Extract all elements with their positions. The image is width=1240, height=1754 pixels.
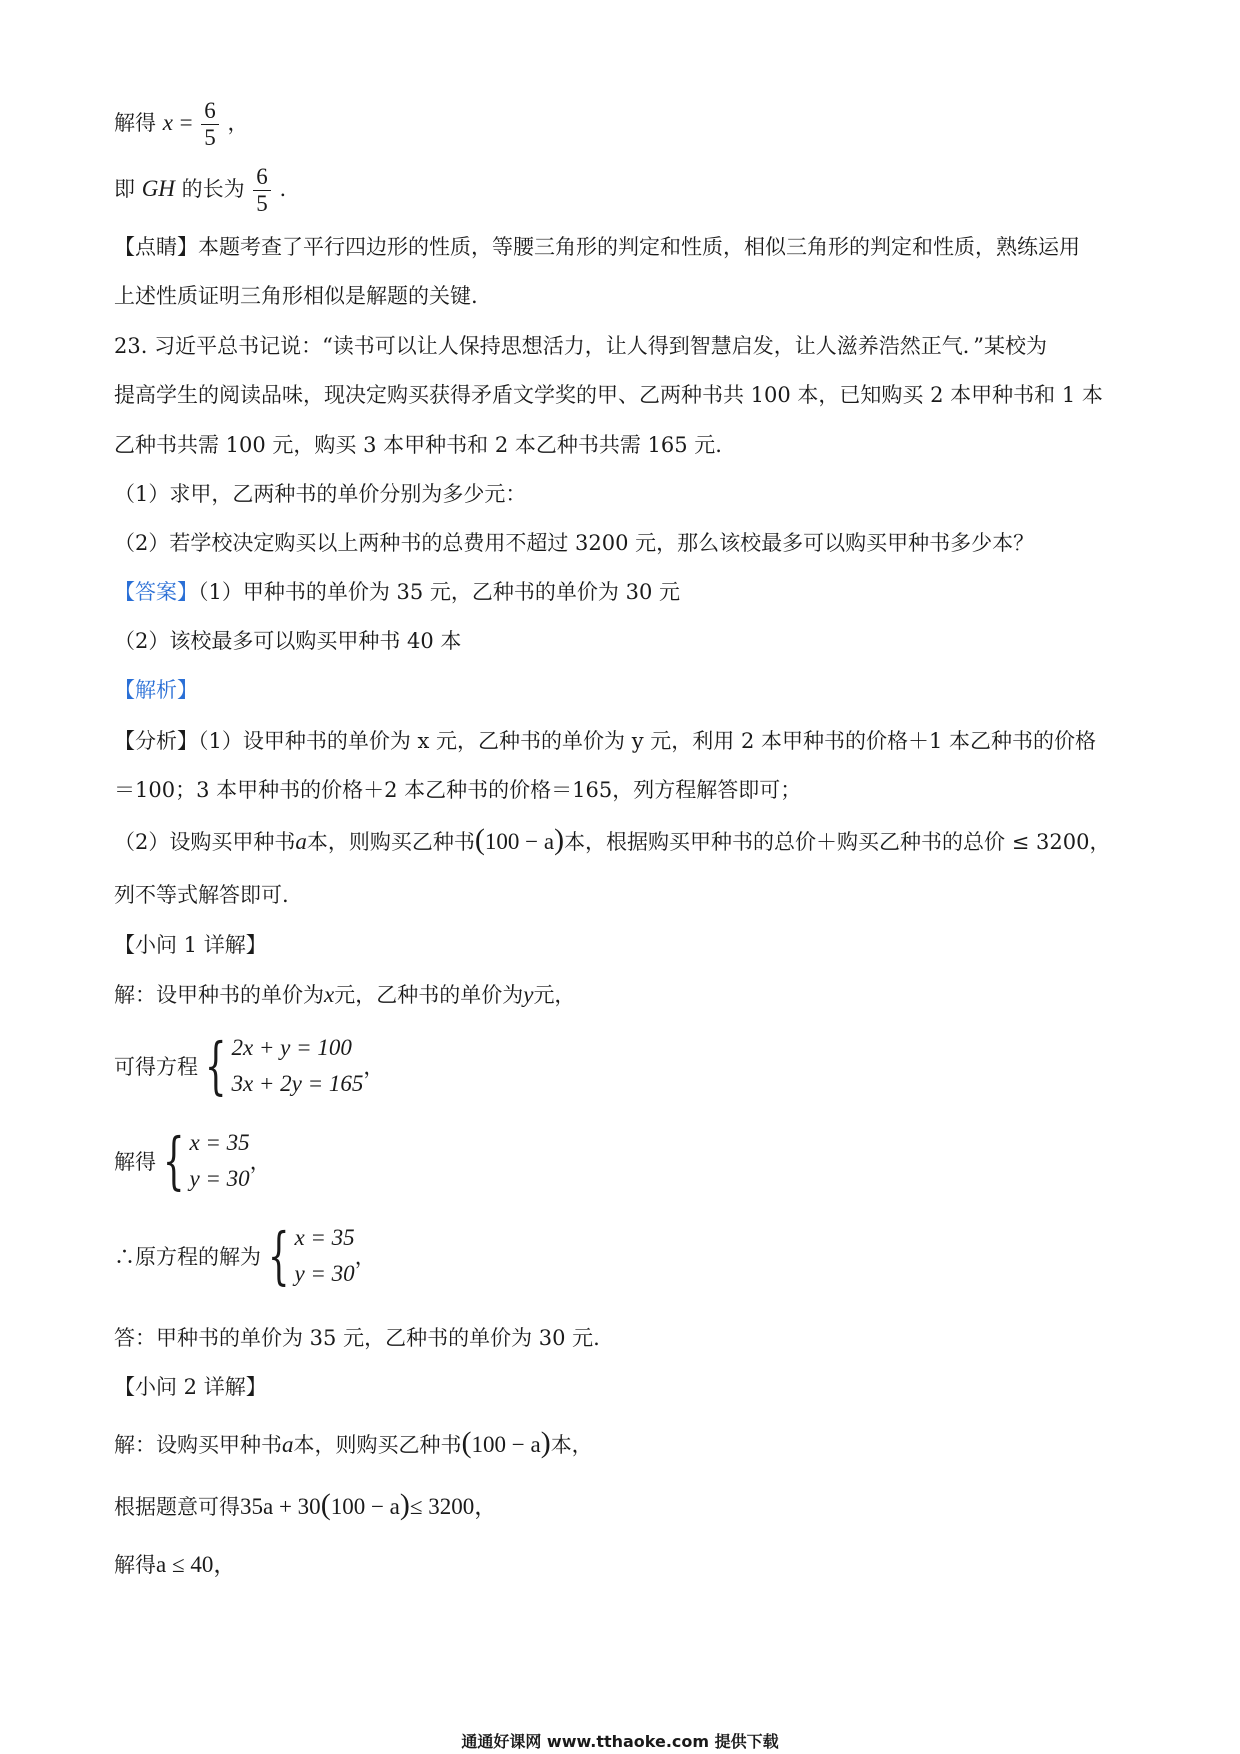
text: （1）甲种书的单价为 35 元，乙种书的单价为 30 元 (198, 580, 681, 604)
question-23-sub-2: （2）若学校决定购买以上两种书的总费用不超过 3200 元，那么该校最多可以购买甲种书多少本？ (114, 531, 1035, 555)
equations (231, 1030, 363, 1102)
system-solution-1 (114, 1125, 271, 1197)
paren-close: ) (554, 823, 565, 856)
var-x: x (324, 982, 335, 1007)
solution-2-line-1 (114, 1428, 593, 1460)
left-brace: { (204, 1029, 227, 1102)
expr: 100 − a (471, 1432, 541, 1457)
text: 元，乙种书的单价为 (334, 983, 524, 1007)
paren-open: ( (474, 823, 485, 856)
system-solution-2 (114, 1220, 376, 1292)
left-brace: { (162, 1124, 185, 1197)
text: ≤ 3200， (409, 1494, 498, 1519)
equations (189, 1125, 249, 1197)
text: 本， (550, 1433, 593, 1457)
expr: 100 − a (484, 829, 555, 854)
footer-watermark: 通通好课网 www.tthaoke.com 提供下载 (461, 1732, 779, 1751)
dianjing-line-2: 上述性质证明三角形相似是解题的关键. (114, 284, 478, 308)
text: 解：设购买甲种书 (114, 1433, 282, 1457)
system (114, 1125, 271, 1197)
question-23-sub-1: （1）求甲，乙两种书的单价分别为多少元： (114, 482, 527, 506)
system (114, 1220, 376, 1292)
paren-close: ) (399, 1488, 410, 1521)
text: ， (354, 1245, 376, 1269)
paren-open: ( (320, 1488, 331, 1521)
expr: 35a + 30 (240, 1494, 321, 1519)
answer-label: 【答案】 (114, 580, 198, 604)
numerator: 6 (201, 98, 219, 125)
expr: 100 − a (330, 1494, 400, 1519)
var-x: x (162, 110, 173, 135)
question-23-line-3: 乙种书共需 100 元，购买 3 本甲种书和 2 本乙种书共需 165 元. (114, 433, 722, 457)
fenxi-line-1: 【分析】（1）设甲种书的单价为 x 元，乙种书的单价为 y 元，利用 2 本甲种书的价格＋1 本乙种书的价格 (114, 729, 1097, 753)
text: 解得 (114, 1150, 156, 1174)
left-brace: { (267, 1219, 290, 1292)
text: 即 (114, 177, 135, 201)
equation-1: x = 35 (189, 1130, 250, 1155)
question-23-line-1: 23. 习近平总书记说：“读书可以让人保持思想活力，让人得到智慧启发，让人滋养浩然正气．”某校为 (114, 334, 1048, 358)
answer-line-2: （2）该校最多可以购买甲种书 40 本 (114, 629, 462, 653)
gh-line (114, 164, 286, 217)
equals: = (179, 110, 193, 135)
jiexi-label: 【解析】 (114, 678, 198, 702)
solution-2-line-2 (114, 1490, 497, 1522)
var-a: a (282, 1432, 294, 1457)
denominator: 5 (204, 125, 216, 150)
fenxi-line-3 (114, 825, 1110, 857)
text: 本，则购买乙种书 (293, 1433, 462, 1457)
answer-1-line: 答：甲种书的单价为 35 元，乙种书的单价为 30 元. (114, 1326, 600, 1350)
fraction-6-5 (201, 98, 219, 151)
text: （2）设购买甲种书 (114, 830, 296, 854)
system-equation-1 (114, 1030, 384, 1102)
var-y: y (523, 982, 534, 1007)
fenxi-line-2: ＝100；3 本甲种书的价格＋2 本乙种书的价格＝165，列方程解答即可； (114, 778, 802, 802)
text: 解：设甲种书的单价为 (114, 983, 324, 1007)
question-23-line-2: 提高学生的阅读品味，现决定购买获得矛盾文学奖的甲、乙两种书共 100 本，已知购买 2 本甲种书和 1 本 (114, 383, 1103, 407)
text: ∴原方程的解为 (114, 1245, 261, 1269)
fraction-6-5 (253, 164, 271, 217)
text: ， (227, 111, 249, 135)
solution-1-line-1 (114, 980, 575, 1010)
paren-open: ( (461, 1426, 472, 1459)
var-a: a (295, 829, 307, 854)
text: 的长为 (181, 177, 245, 201)
text: 本，根据购买甲种书的总价＋购买乙种书的总价 ≤ 3200， (564, 830, 1111, 854)
text: . (279, 177, 287, 201)
equation-1: x = 35 (294, 1225, 355, 1250)
equations (294, 1220, 354, 1292)
text: 可得方程 (114, 1055, 198, 1079)
text: ， (249, 1150, 271, 1174)
equation-2: y = 30 (189, 1166, 250, 1191)
var-gh: GH (141, 176, 175, 201)
solve-x-line (114, 98, 248, 151)
equation-1: 2x + y = 100 (231, 1035, 352, 1060)
equation-2: y = 30 (294, 1261, 355, 1286)
text: 解得 (114, 111, 156, 135)
system (114, 1030, 384, 1102)
answer-line-1 (114, 577, 680, 607)
text: 本，则购买乙种书 (306, 830, 475, 854)
fenxi-line-4: 列不等式解答即可. (114, 883, 289, 907)
xiaowen-1-heading: 【小问 1 详解】 (114, 933, 267, 957)
text: 根据题意可得 (114, 1495, 240, 1519)
numerator: 6 (253, 164, 271, 191)
xiaowen-2-heading: 【小问 2 详解】 (114, 1375, 267, 1399)
dianjing-line-1: 【点睛】本题考查了平行四边形的性质，等腰三角形的判定和性质，相似三角形的判定和性质，熟练运用 (114, 235, 1080, 259)
text: 解得 (114, 1553, 156, 1577)
text: ， (363, 1055, 385, 1079)
expr: a ≤ 40， (156, 1552, 237, 1577)
equation-2: 3x + 2y = 165 (231, 1071, 364, 1096)
text: 元， (533, 983, 576, 1007)
denominator: 5 (256, 191, 268, 216)
solution-2-line-3 (114, 1550, 236, 1580)
paren-close: ) (540, 1426, 551, 1459)
